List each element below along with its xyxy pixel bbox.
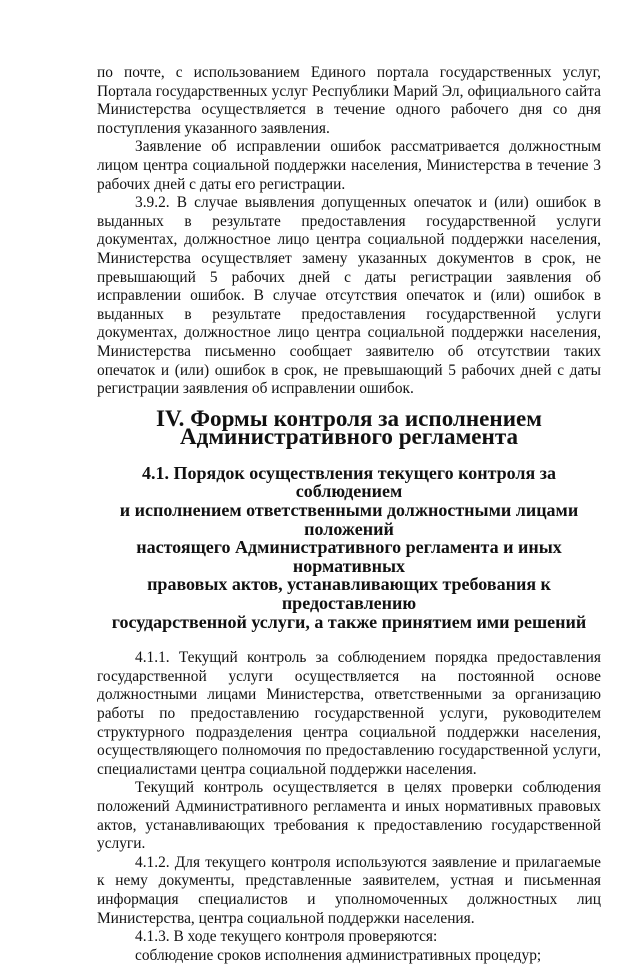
paragraph-3-9-2: 3.9.2. В случае выявления допущенных опечаток и (или) ошибок в выданных в результате предоставления государственной услуги документах, должностное лицо центра социальной поддержки населения, Министерства осуществляет замену указанных документов в срок, не превышающий 5 рабочих дней с даты регистрации заявления об исправлении ошибок. В случае отсутствия опечаток и (или) ошибок в выданных в результате предоставления государственной услуги документах, должностное лицо центра социальной поддержки населения, Министерства письменно сообщает заявителю об отсутствии таких опечаток и (или) ошибок в срок, не превышающий 5 рабочих дней с даты регистрации заявления об исправлении ошибок. (97, 194, 601, 398)
paragraph-4-1-2: 4.1.2. Для текущего контроля используются заявление и прилагаемые к нему документы, представленные заявителем, устная и письменная информация специалистов и уполномоченных должностных лиц Министерства, центра социальной поддержки населения. (97, 853, 601, 927)
paragraph-deadline-compliance: соблюдение сроков исполнения административных процедур; (135, 946, 542, 964)
subsection-heading-line: государственной услуги, а также принятием ими решений (111, 611, 587, 632)
subsection-heading-line: настоящего Административного регламента и иных нормативных (136, 537, 562, 576)
paragraph-current-control-purpose: Текущий контроль осуществляется в целях проверки соблюдения положений Административного регламента и иных нормативных правовых актов, устанавливающих требования к предоставлению государственной услуги. (97, 779, 601, 853)
paragraph-mail-submission: по почте, с использованием Единого портала государственных услуг, Портала государственных услуг Республики Марий Эл, официального сайта Министерства осуществляется в течение одного рабочего дня со дня поступления указанного заявления. (97, 64, 601, 137)
subsection-heading-line: 4.1. Порядок осуществления текущего контроля за соблюдением (141, 462, 557, 502)
subsection-heading-line: и исполнением ответственными должностными лицами положений (119, 500, 579, 539)
paragraph-4-1-3: 4.1.3. В ходе текущего контроля проверяются: (135, 928, 438, 946)
subsection-heading-line: правовых актов, устанавливающих требования к предоставлению (147, 574, 551, 614)
paragraph-4-1-1: 4.1.1. Текущий контроль за соблюдением порядка предоставления государственной услуги осуществляется на постоянной основе должностными лицами Министерства, ответственными за организацию работы по предоставлению государственной услуги, руководителем структурного подразделения центра социальной поддержки населения, осуществляющего полномочия по предоставлению государственной услуги, специалистами центра социальной поддержки населения. (97, 649, 601, 778)
section-heading-line: IV. Формы контроля за исполнением (156, 404, 542, 431)
page-content (97, 64, 601, 965)
paragraph-error-review: Заявление об исправлении ошибок рассматривается должностным лицом центра социальной поддержки населения, Министерства в течение 3 рабочих дней с даты его регистрации. (97, 138, 601, 193)
section-heading-line: Административного регламента (179, 423, 519, 450)
spacer (97, 631, 601, 649)
subsection-heading-4-1 (97, 464, 601, 631)
section-heading-iv (97, 404, 601, 450)
